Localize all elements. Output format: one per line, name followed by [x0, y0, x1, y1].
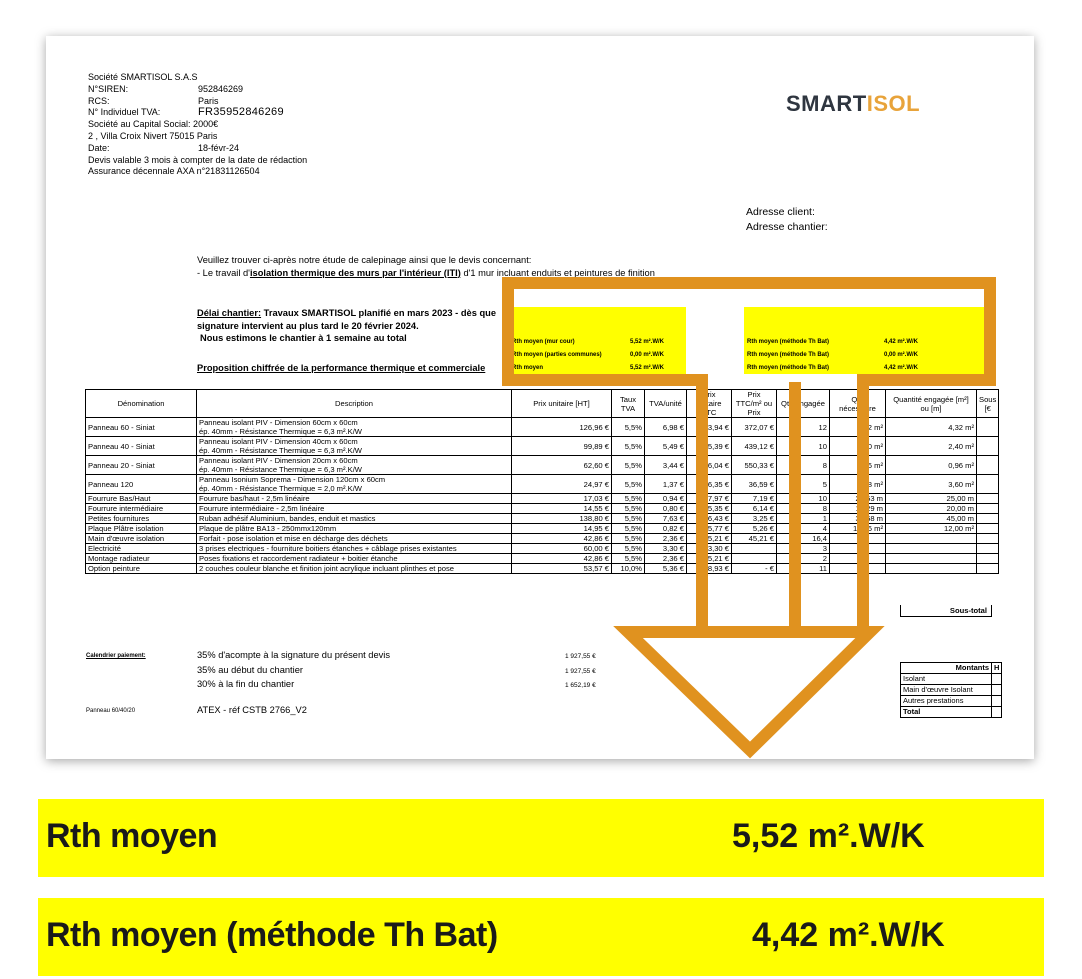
table-cell: [977, 564, 999, 574]
table-cell: 550,33 €: [732, 456, 777, 475]
rth-right-value-3: 4,42 m².W/K: [884, 365, 919, 371]
zoom-label-1: Rth moyen: [46, 817, 218, 855]
tva-value: FR35952846269: [198, 106, 284, 119]
montants-header-2: H: [992, 663, 1002, 674]
table-cell: 10: [777, 437, 830, 456]
table-cell: [886, 554, 977, 564]
table-cell: 0,94 €: [645, 494, 687, 504]
rth-left-label-2: Rth moyen (parties communes): [512, 352, 602, 358]
table-cell: Ruban adhésif Aluminium, bandes, enduit et mastics: [197, 514, 512, 524]
table-cell: 42,86 €: [512, 534, 612, 544]
table-cell: Panneau Isonium Soprema - Dimension 120cm x 60cm ép. 40mm - Résistance Thermique = 2,0 m².K/W: [197, 475, 512, 494]
table-cell: 12,00 m²: [886, 524, 977, 534]
rth-right-value-1: 4,42 m².W/K: [884, 339, 919, 345]
table-cell: [732, 554, 777, 564]
table-cell: 1,37 €: [645, 475, 687, 494]
table-cell: Fourrure bas/haut - 2,5m linéaire: [197, 494, 512, 504]
table-cell: 5,5%: [612, 475, 645, 494]
montants-row: Autres prestations: [901, 696, 992, 707]
table-cell: 3,44 €: [645, 456, 687, 475]
rth-right-label-3: Rth moyen (méthode Th Bat): [747, 365, 829, 371]
table-cell: Petites fournitures: [86, 514, 197, 524]
calendrier-line-3: 30% à la fin du chantier: [197, 679, 295, 689]
table-row: [86, 524, 999, 534]
rth-right-box: [744, 307, 987, 374]
smartisol-logo: SMARTISOL: [786, 91, 921, 116]
col-header: Qté nécessaire: [830, 390, 886, 418]
table-cell: [886, 544, 977, 554]
table-cell: [830, 554, 886, 564]
col-header: TVA/unité: [645, 390, 687, 418]
table-cell: [977, 475, 999, 494]
col-header: Prix unitaire [HT]: [512, 390, 612, 418]
table-cell: 3,60 m²: [886, 475, 977, 494]
table-cell: 25,00 m: [886, 494, 977, 504]
table-row: [86, 544, 999, 554]
table-cell: [977, 554, 999, 564]
table-cell: [977, 456, 999, 475]
table-cell: Fourrure intermédiaire: [86, 504, 197, 514]
table-cell: Fourrure intermédiaire - 2,5m linéaire: [197, 504, 512, 514]
zoom-band-rth-moyen: [38, 799, 1044, 877]
table-cell: 5,26 €: [732, 524, 777, 534]
panneau-ref: Panneau 60/40/20: [86, 708, 136, 714]
table-cell: 8: [777, 504, 830, 514]
table-cell: 23,53 m: [830, 494, 886, 504]
table-cell: Poses fixations et raccordement radiateur + boitier étanche: [197, 554, 512, 564]
table-cell: [830, 534, 886, 544]
table-cell: 45,21 €: [687, 554, 732, 564]
table-cell: Panneau 60 - Siniat: [86, 418, 197, 437]
table-cell: [886, 534, 977, 544]
rcs-value: Paris: [198, 95, 219, 106]
atex-ref: ATEX - réf CSTB 2766_V2: [197, 705, 307, 715]
table-cell: 14,55 €: [512, 504, 612, 514]
table-row: [86, 504, 999, 514]
table-cell: Plaque Plâtre isolation: [86, 524, 197, 534]
table-cell: [977, 418, 999, 437]
rth-left-value-1: 5,52 m².W/K: [630, 339, 665, 345]
table-cell: 16,4: [777, 534, 830, 544]
col-header: Taux TVA: [612, 390, 645, 418]
table-cell: [830, 544, 886, 554]
table-cell: 5,5%: [612, 514, 645, 524]
calendrier-amount-1: 1 927,55 €: [565, 653, 596, 660]
table-cell: [830, 564, 886, 574]
table-cell: Electricité: [86, 544, 197, 554]
table-cell: 19,29 m: [830, 504, 886, 514]
table-cell: 5,5%: [612, 554, 645, 564]
table-cell: 5: [777, 475, 830, 494]
table-cell: 36,59 €: [732, 475, 777, 494]
calendrier-amount-2: 1 927,55 €: [565, 667, 596, 675]
table-cell: 26,35 €: [687, 475, 732, 494]
table-cell: 10,96 m²: [830, 524, 886, 534]
table-cell: [977, 437, 999, 456]
table-cell: 105,39 €: [687, 437, 732, 456]
rth-left-value-3: 5,52 m².W/K: [630, 365, 665, 371]
montants-header: Montants: [901, 663, 992, 674]
table-cell: 6,98 €: [645, 418, 687, 437]
table-row: [86, 475, 999, 494]
table-cell: 10: [777, 494, 830, 504]
calendrier-amount-3: 1 652,19 €: [565, 682, 596, 689]
rth-right-value-2: 0,00 m².W/K: [884, 352, 919, 358]
table-row: [86, 564, 999, 574]
table-cell: 17,03 €: [512, 494, 612, 504]
validity: Devis valable 3 mois à compter de la date de rédaction: [88, 154, 308, 165]
date-value: 18-févr-24: [198, 142, 240, 153]
rth-right-label-2: Rth moyen (méthode Th Bat): [747, 352, 829, 358]
montants-row: Isolant: [901, 674, 992, 685]
zoom-value-2: 4,42 m².W/K: [752, 916, 945, 954]
col-header: Prix TTC/m² ou Prix: [732, 390, 777, 418]
table-cell: 2,36 €: [645, 534, 687, 544]
montants-row: Total: [901, 707, 992, 718]
table-cell: 58,93 €: [687, 564, 732, 574]
rcs-label: RCS:: [88, 95, 110, 106]
table-cell: [977, 534, 999, 544]
table-cell: [977, 524, 999, 534]
table-cell: 1: [777, 514, 830, 524]
company-name: Société SMARTISOL S.A.S: [88, 72, 198, 82]
quote-table: [85, 389, 999, 574]
table-cell: 45,21 €: [732, 534, 777, 544]
table-cell: 10,0%: [612, 564, 645, 574]
table-cell: 0,82 €: [645, 524, 687, 534]
table-cell: 5,5%: [612, 534, 645, 544]
calendrier-line-2: 35% au début du chantier: [197, 664, 303, 675]
table-cell: Plaque de plâtre BA13 - 250mmx120mm: [197, 524, 512, 534]
capital: Société au Capital Social: 2000€: [88, 119, 219, 130]
rth-left-label-3: Rth moyen: [512, 365, 544, 371]
table-cell: Panneau 120: [86, 475, 197, 494]
tva-label: N° Individuel TVA:: [88, 107, 161, 118]
col-header: Dénomination: [86, 390, 197, 418]
table-cell: 5,5%: [612, 494, 645, 504]
table-cell: 146,43 €: [687, 514, 732, 524]
montants-row: Main d'œuvre Isolant: [901, 685, 992, 696]
table-cell: 45,00 m: [886, 514, 977, 524]
table-cell: Fourrure Bas/Haut: [86, 494, 197, 504]
table-cell: 439,12 €: [732, 437, 777, 456]
table-cell: 5,5%: [612, 418, 645, 437]
table-cell: 3: [777, 544, 830, 554]
table-cell: 15,77 €: [687, 524, 732, 534]
table-cell: 5,5%: [612, 524, 645, 534]
table-cell: 34,68 m: [830, 514, 886, 524]
table-row: [86, 494, 999, 504]
table-row: [86, 437, 999, 456]
table-row: [86, 554, 999, 564]
company-info: [88, 72, 307, 178]
calendrier-line-1: 35% d'acompte à la signature du présent devis: [197, 650, 390, 660]
table-cell: [977, 494, 999, 504]
table-cell: 24,97 €: [512, 475, 612, 494]
table-cell: 20,00 m: [886, 504, 977, 514]
table-cell: 3,28 m²: [830, 475, 886, 494]
address-client-label: Adresse client:: [746, 206, 815, 218]
rth-right-label-1: Rth moyen (méthode Th Bat): [747, 339, 829, 345]
table-cell: 0,96 m²: [886, 456, 977, 475]
table-cell: 372,07 €: [732, 418, 777, 437]
montants-table: [900, 662, 1002, 718]
zoom-band-rth-th-bat: [38, 898, 1044, 976]
insurance: Assurance décennale AXA n°21831126504: [88, 166, 260, 177]
table-cell: 3,25 €: [732, 514, 777, 524]
delai-label: Délai chantier:: [197, 308, 262, 318]
col-header: Sous [€: [977, 390, 999, 418]
table-cell: [977, 504, 999, 514]
table-cell: 2,40 m²: [830, 437, 886, 456]
proposition-title: Proposition chiffrée de la performance thermique et commerciale: [197, 363, 486, 373]
siren-value: 952846269: [198, 83, 244, 94]
table-cell: 5,5%: [612, 437, 645, 456]
address: 2 , Villa Croix Nivert 75015 Paris: [88, 130, 218, 141]
table-cell: 3,30 €: [645, 544, 687, 554]
table-cell: - €: [732, 564, 777, 574]
intro-line2: - Le travail d'isolation thermique des murs par l'intérieur (ITI) d'1 mur incluant enduits et peintures de finition: [197, 267, 655, 278]
zoom-label-2: Rth moyen (méthode Th Bat): [46, 916, 498, 954]
intro-text: [197, 254, 655, 279]
table-row: [86, 456, 999, 475]
table-cell: 5,5%: [612, 544, 645, 554]
table-cell: 2 couches couleur blanche et finition joint acrylique incluant plinthes et pose: [197, 564, 512, 574]
table-cell: 99,89 €: [512, 437, 612, 456]
quote-document: [46, 36, 1034, 759]
table-cell: 133,94 €: [687, 418, 732, 437]
table-cell: 5,5%: [612, 504, 645, 514]
table-cell: Option peinture: [86, 564, 197, 574]
table-cell: [732, 544, 777, 554]
table-cell: [886, 564, 977, 574]
table-cell: 4: [777, 524, 830, 534]
table-cell: 5,36 €: [645, 564, 687, 574]
table-cell: Forfait - pose isolation et mise en décharge des déchets: [197, 534, 512, 544]
siren-label: N°SIREN:: [88, 83, 129, 94]
table-cell: Panneau 20 - Siniat: [86, 456, 197, 475]
table-cell: 8: [777, 456, 830, 475]
table-cell: 53,57 €: [512, 564, 612, 574]
col-header: Description: [197, 390, 512, 418]
table-cell: 11: [777, 564, 830, 574]
table-cell: 126,96 €: [512, 418, 612, 437]
table-cell: 5,49 €: [645, 437, 687, 456]
calendrier-title: Calendrier paiement:: [86, 653, 146, 659]
table-cell: Main d'œuvre isolation: [86, 534, 197, 544]
delai-chantier: Délai chantier: Travaux SMARTISOL planifié en mars 2023 - dès que signature intervient au plus tard le 20 février 2024. Nous estimons le chantier à 1 semaine au total: [197, 308, 496, 343]
rth-left-label-1: Rth moyen (mur cour): [512, 339, 575, 345]
table-cell: 7,19 €: [732, 494, 777, 504]
table-cell: 5,5%: [612, 456, 645, 475]
intro-line1: Veuillez trouver ci-après notre étude de calepinage ainsi que le devis concernant:: [197, 255, 532, 265]
table-cell: 17,97 €: [687, 494, 732, 504]
table-cell: 0,96 m²: [830, 456, 886, 475]
col-header: Prix unitaire TTC: [687, 390, 732, 418]
calendrier-amounts: [565, 650, 596, 694]
table-cell: 45,21 €: [687, 534, 732, 544]
table-cell: 3 prises electriques - fourniture boitiers étanches + câblage prises existantes: [197, 544, 512, 554]
table-cell: Panneau isolant PIV - Dimension 20cm x 60cm ép. 40mm - Résistance Thermique = 6,3 m².K/W: [197, 456, 512, 475]
table-cell: Panneau isolant PIV - Dimension 60cm x 60cm ép. 40mm - Résistance Thermique = 6,3 m².K/W: [197, 418, 512, 437]
table-cell: 66,04 €: [687, 456, 732, 475]
table-cell: 62,60 €: [512, 456, 612, 475]
table-cell: 63,30 €: [687, 544, 732, 554]
table-cell: Panneau isolant PIV - Dimension 40cm x 60cm ép. 40mm - Résistance Thermique = 6,3 m².K/W: [197, 437, 512, 456]
rth-left-value-2: 0,00 m².W/K: [630, 352, 665, 358]
calendrier-lines: [197, 648, 390, 692]
table-cell: 2,36 €: [645, 554, 687, 564]
table-cell: Montage radiateur: [86, 554, 197, 564]
table-cell: Panneau 40 - Siniat: [86, 437, 197, 456]
table-row: [86, 514, 999, 524]
table-cell: 2: [777, 554, 830, 564]
address-chantier-label: Adresse chantier:: [746, 221, 828, 233]
table-cell: 42,86 €: [512, 554, 612, 564]
col-header: Qté engagée: [777, 390, 830, 418]
table-cell: 14,95 €: [512, 524, 612, 534]
zoom-value-1: 5,52 m².W/K: [732, 817, 925, 855]
table-cell: 4,32 m²: [886, 418, 977, 437]
col-header: Quantité engagée [m²] ou [m]: [886, 390, 977, 418]
client-addresses: [746, 205, 828, 235]
sous-total: Sous-total: [900, 605, 992, 617]
table-header-row: [86, 390, 999, 418]
table-cell: 6,14 €: [732, 504, 777, 514]
table-row: [86, 418, 999, 437]
table-cell: 2,40 m²: [886, 437, 977, 456]
table-cell: [977, 544, 999, 554]
rth-left-box: [509, 307, 686, 374]
table-cell: 138,80 €: [512, 514, 612, 524]
table-cell: 7,63 €: [645, 514, 687, 524]
table-cell: 12: [777, 418, 830, 437]
table-cell: 60,00 €: [512, 544, 612, 554]
table-cell: 15,35 €: [687, 504, 732, 514]
table-cell: [977, 514, 999, 524]
table-row: [86, 534, 999, 544]
date-label: Date:: [88, 142, 110, 153]
table-cell: 0,80 €: [645, 504, 687, 514]
table-cell: 4,32 m²: [830, 418, 886, 437]
